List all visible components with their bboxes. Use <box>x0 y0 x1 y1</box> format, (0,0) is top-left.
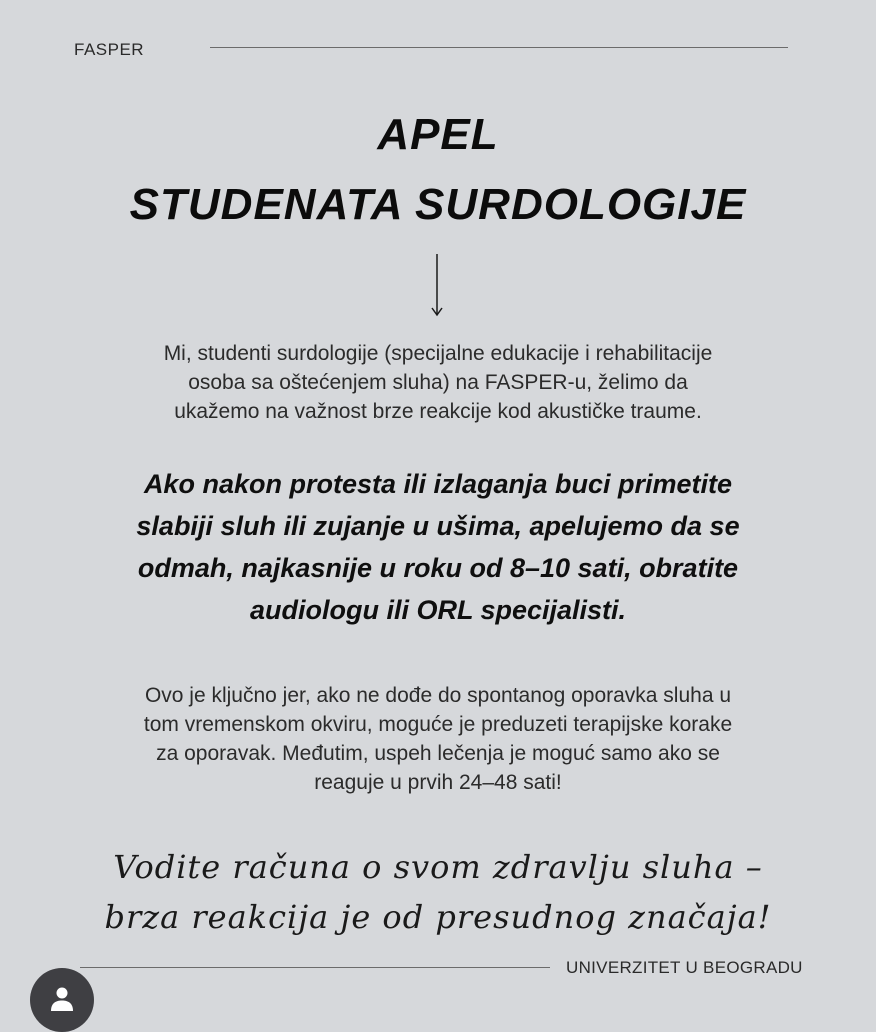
user-icon <box>50 985 74 1013</box>
header-divider <box>210 47 788 48</box>
avatar-button[interactable] <box>30 968 94 1032</box>
appeal-line: Ako nakon protesta ili izlaganja buci primetite <box>143 469 733 499</box>
appeal-paragraph <box>10 463 866 631</box>
appeal-line: odmah, najkasnije u roku od 8–10 sati, obratite <box>137 553 739 583</box>
intro-line: osoba sa oštećenjem sluha) na FASPER-u, želimo da <box>188 371 688 394</box>
body-line: Ovo je ključno jer, ako ne dođe do spontanog oporavka sluha u <box>144 684 732 707</box>
intro-paragraph <box>40 339 836 426</box>
title-line-2: STUDENATA SURDOLOGIJE <box>129 180 747 229</box>
arrow-down-icon <box>429 254 445 318</box>
body-line: reaguje u prvih 24–48 sati! <box>314 771 562 794</box>
body-line: za oporavak. Međutim, uspeh lečenja je moguć samo ako se <box>156 742 720 765</box>
intro-line: Mi, studenti surdologije (specijalne edukacije i rehabilitacije <box>163 342 713 365</box>
appeal-line: slabiji sluh ili zujanje u ušima, apelujemo da se <box>136 511 740 541</box>
header-label: FASPER <box>74 40 145 59</box>
appeal-line: audiologu ili ORL specijalisti. <box>249 595 627 625</box>
closing-line: brza reakcija je od presudnog značaja! <box>104 898 772 936</box>
intro-line: ukažemo na važnost brze reakcije kod akustičke traume. <box>174 400 702 423</box>
footer-divider <box>80 967 550 968</box>
body-line: tom vremenskom okviru, moguće je preduzeti terapijske korake <box>143 713 733 736</box>
title-line-1: APEL <box>377 110 499 159</box>
body-paragraph <box>0 681 876 797</box>
closing-line: Vodite računa o svom zdravlju sluha – <box>113 848 763 886</box>
footer-label: UNIVERZITET U BEOGRADU <box>566 958 803 977</box>
closing-message <box>0 842 876 942</box>
